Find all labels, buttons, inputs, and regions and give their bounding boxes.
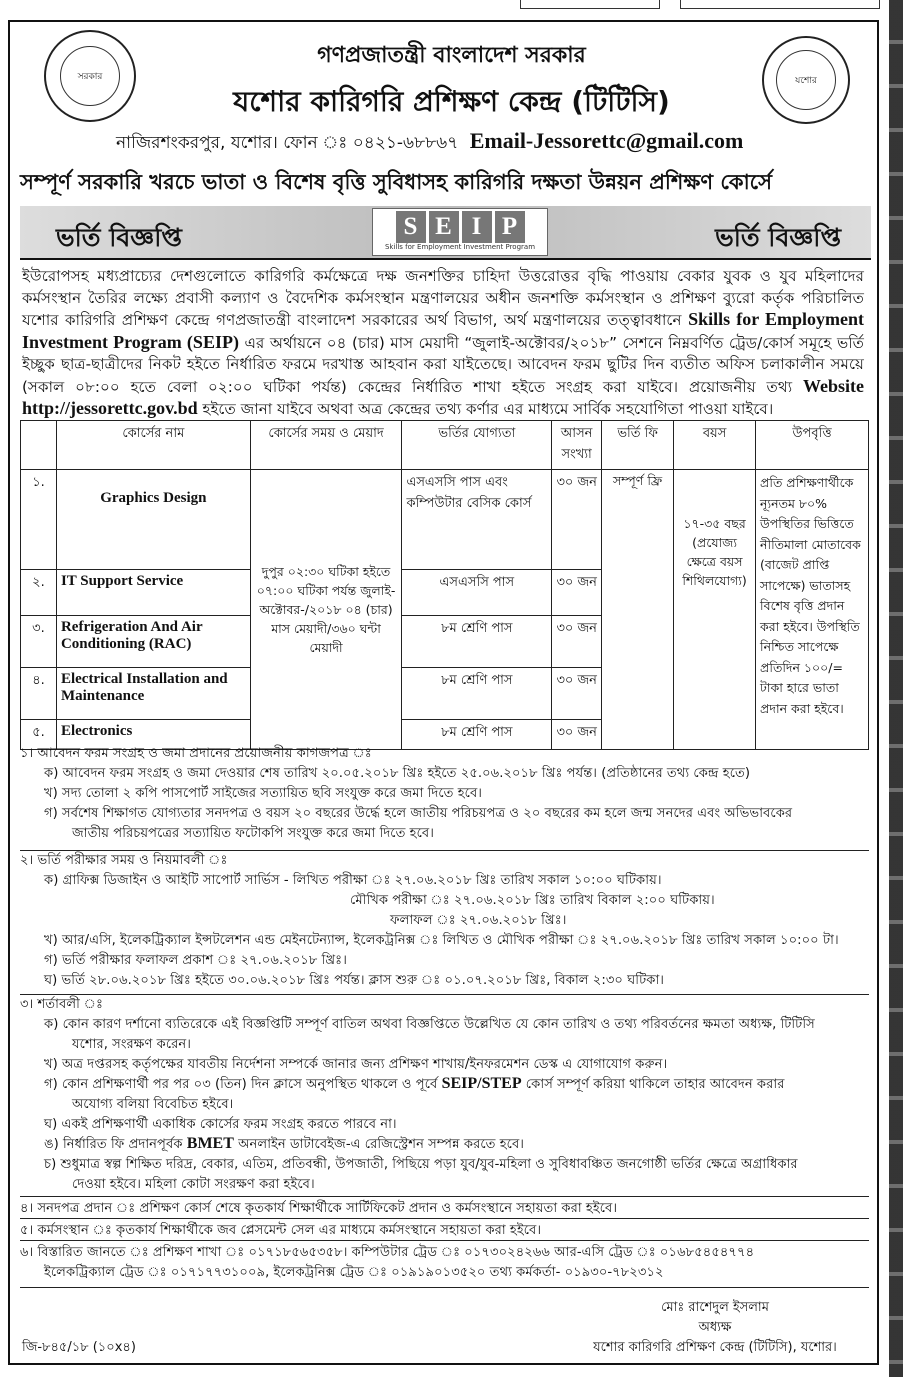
course-name-cell: Graphics Design [56,470,250,570]
age-cell: ১৭-৩৫ বছর (প্রযোজ্য ক্ষেত্রে বয়স শিথিলযোগ্য) [674,470,756,750]
section-item: ফলাফল ঃ ২৭.০৬.২০১৮ খ্রিঃ। [390,913,567,928]
section-text: কোর্স সম্পূর্ণ করিয়া থাকিলে তাহার আবেদন করার [525,1077,785,1092]
seip-letter: S [396,211,426,243]
contact-line: ইলেকট্রিক্যাল ট্রেড ঃ ০১৭১৭৭৩১০০৯, ইলেকট্রনিক্স ট্রেড ঃ ০১৯১৯০১৩৫২০ তথ্য কর্মকর্তা- ০১৯৩০-৭৮২৩১২ [44,1265,664,1280]
admission-title-left: ভর্তি বিজ্ঞপ্তি [56,223,182,252]
column-header: ভর্তি ফি [602,421,674,470]
section-item: খ) আর/এসি, ইলেকট্রিক্যাল ইন্সটলেশন এন্ড মেইনটেন্যান্স, ইলেকট্রনিক্স ঃ লিখিত ও মৌখিক পরীক্ষা ঃ ২৭.০৬.২০১৮ খ্রিঃ তারিখ সকাল ১০:০০ টা। [44,933,839,948]
section-certificate [20,1196,869,1219]
section-title: ৩। শর্তাবলী ঃ [20,997,103,1012]
qualification-cell: এসএসসি পাস এবং কম্পিউটার বেসিক কোর্স [402,470,552,570]
stipend-cell: প্রতি প্রশিক্ষণার্থীকে ন্যূনতম ৮০% উপস্থিতির ভিত্তিতে নীতিমালা মোতাবেক (বাজেট প্রাপ্তি সাপেক্ষে) ভাতাসহ বিশেষ বৃত্তি প্রদান করা হইবে। উপস্থিতি নিশ্চিত সাপেক্ষে প্রতিদিন ১০০/= টাকা হারে ভাতা প্রদান করা হইবে। [756,470,869,750]
email: Email-Jessorettc@gmail.com [469,128,744,153]
admission-band [20,206,871,260]
signer-title: অধ্যক্ষ [698,1320,732,1335]
website-link[interactable]: http://jessorettc.gov.bd [22,398,198,418]
section-title: ৪। সনদপত্র প্রদান ঃ প্রশিক্ষণ কোর্স শেষে কৃতকার্য শিক্ষার্থীকে সার্টিফিকেট প্রদান ও কর্মসংস্থানে সহায়তা করা হইবে। [20,1201,618,1216]
section-item: ক) গ্রাফিক্স ডিজাইন ও আইটি সাপোর্ট সার্ভিস - লিখিত পরীক্ষা ঃ ২৭.০৬.২০১৮ খ্রিঃ তারিখ সকাল ১০:০০ ঘটিকায়। [44,873,662,888]
column-header [21,421,57,470]
section-item: ঘ) ভর্তি ২৮.০৬.২০১৮ খ্রিঃ হইতে ৩০.০৬.২০১৮ খ্রিঃ পর্যন্ত। ক্লাস শুরু ঃ ০১.০৭.২০১৮ খ্রিঃ, বিকাল ২:৩০ ঘটিকা। [44,973,665,988]
qualification-cell: ৮ম শ্রেণি পাস [402,720,552,750]
schedule-cell: দুপুর ০২:৩০ ঘটিকা হইতে ০৭:০০ ঘটিকা পর্যন্ত জুলাই-অক্টোবর-/২০১৮ ০৪ (চার) মাস মেয়াদী/৩৬০ ঘন্টা মেয়াদী [250,470,402,750]
section-item: গ) ভর্তি পরীক্ষার ফলাফল প্রকাশ ঃ ২৭.০৬.২০১৮ খ্রিঃ। [44,953,347,968]
seats-cell: ৩০ জন [552,616,602,668]
program-name: Skills for Employment Investment Program (SEIP) [22,309,865,352]
seats-cell: ৩০ জন [552,570,602,616]
section-item: চ) শুধুমাত্র স্বল্প শিক্ষিত দরিদ্র, বেকার, এতিম, প্রতিবন্ধী, উপজাতী, পিছিয়ে পড়া যুব/যুব-মহিলা ও সুবিধাবঞ্চিত জনগোষ্ঠী ভর্তির ক্ষেত্রে অগ্রাধিকার [44,1157,798,1172]
signer-org: যশোর কারিগরি প্রশিক্ষণ কেন্দ্র (টিটিসি), যশোর। [593,1340,837,1355]
section-item: খ) অত্র দপ্তরসহ কর্তৃপক্ষের যাবতীয় নির্দেশনা সম্পর্কে জানার জন্য প্রশিক্ষণ শাখায়/ইনফরমেশন ডেস্ক এ যোগাযোগ করুন। [44,1057,668,1072]
section-documents [20,744,869,844]
section-item: দেওয়া হইবে। মহিলা কোটা সংরক্ষণ করা হইবে। [72,1177,315,1192]
course-table [20,420,869,750]
section-item [20,1135,869,1155]
intro-text: হইতে জানা যাইবে অথবা অত্র কেন্দ্রের তথ্য কর্ণার এর মাধ্যমে সার্বিক সহযোগিতা পাওয়া যাইবে। [202,400,774,418]
seip-logo [372,208,548,256]
contact-line: ৬। বিস্তারিত জানতে ঃ প্রশিক্ষণ শাখা ঃ ০১৭১৮৫৬৫৩৫৮। কম্পিউটার ট্রেড ঃ ০১৭৩০২৪২৬৬ আর-এসি ট্রেড ঃ ০১৬৮৫৪৫৪৭৭৪ [20,1245,755,1260]
reference-code: জি-৮৪৫/১৮ (১০x৪) [22,1340,136,1355]
course-name-cell: Electronics [56,720,250,750]
serial-cell: ৫. [21,720,57,750]
section-employment [20,1218,869,1241]
course-name-cell: Electrical Installation and Maintenance [56,668,250,720]
section-text: BMET [186,1135,234,1152]
section-item: গ) সর্বশেষ শিক্ষাগত যোগ্যতার সনদপত্র ও বয়স ২০ বছরের উর্দ্ধে হলে জাতীয় পরিচয়পত্র ও ২০ বছরের কম হলে জন্ম সনদের এবং অভিভাবকের [44,806,793,821]
section-item: ক) কোন কারণ দর্শানো ব্যতিরেকে এই বিজ্ঞপ্তিটি সম্পূর্ণ বাতিল অথবা বিজ্ঞপ্তিতে উল্লেখিত যে কোন তারিখ ও তথ্য পরিবর্তনের ক্ষমতা অধ্যক্ষ, টিটিসি [44,1017,815,1032]
govt-title: গণপ্রজাতন্ত্রী বাংলাদেশ সরকার [317,43,586,68]
section-text: SEIP/STEP [441,1075,522,1092]
course-name-cell: IT Support Service [56,570,250,616]
seal-text: সরকার [60,46,120,106]
seats-cell: ৩০ জন [552,470,602,570]
scan-edge [889,0,903,1377]
section-item [20,1075,869,1095]
address: নাজিরশংকরপুর, যশোর। ফোন ঃ ০৪২১-৬৮৮৬৭ [116,133,459,153]
qualification-cell: ৮ম শ্রেণি পাস [402,616,552,668]
serial-cell: ৩. [21,616,57,668]
column-header: বয়স [674,421,756,470]
signer-name: মোঃ রাশেদুল ইসলাম [661,1300,769,1315]
section-title: ১। আবেদন ফরম সংগ্রহ ও জমা প্রদানের প্রয়োজনীয় কাগজপত্র ঃ [20,746,372,761]
section-contact [20,1240,869,1288]
top-box [680,0,880,9]
qualification-cell: এসএসসি পাস [402,570,552,616]
column-header: ভর্তির যোগ্যতা [402,421,552,470]
top-box [520,0,660,9]
section-item: ক) আবেদন ফরম সংগ্রহ ও জমা দেওয়ার শেষ তারিখ ২০.০৫.২০১৮ খ্রিঃ হইতে ২৫.০৬.২০১৮ খ্রিঃ পর্যন্ত। (প্রতিষ্ঠানের তথ্য কেন্দ্র হতে) [44,766,751,781]
website-label: Website [803,375,864,396]
signature-block [560,1298,870,1358]
intro-text: এর অর্থায়নে ০৪ (চার) মাস মেয়াদী “জুলাই-অক্টোবর/২০১৮” সেশনে নিম্নবর্ণিত ট্রেড/কোর্স সমূহে ভর্তি ইচ্ছুক ছাত্র-ছাত্রীদের নিকট হইতে নির্ধারিত ফরমে দরখাস্ত আহবান করা যাইতেছে। আবেদন ফরম ছুটির দিন ব্যতীত অফিস চলাকালীন সময়ে (সকাল ০৮:০০ হতে বেলা ০২:০০ ঘটিকা পর্যন্ত) কেন্দ্রের নির্ধারিত শাখা হইতে সংগ্রহ করা যাইবে। প্রয়োজনীয় তথ্য [22,333,865,396]
intro-text: ইউরোপসহ মধ্যপ্রাচ্যের দেশগুলোতে কারিগরি কর্মক্ষেত্রে দক্ষ জনশক্তির চাহিদা উত্তরোত্তর বৃদ্ধি পাওয়ায় বেকার যুবক ও যুব মহিলাদের কর্মসংস্থান তৈরির লক্ষ্যে প্রবাসী কল্যাণ ও বৈদেশিক কর্মসংস্থান মন্ত্রণালয়ের অধীন জনশক্তি কর্মসংস্থান ও প্রশিক্ষণ ব্যুরো কর্তৃক পরিচালিত যশোর কারিগরি প্রশিক্ষণ কেন্দ্রে গণপ্রজাতন্ত্রী বাংলাদেশ সরকারের অর্থ বিভাগ, অর্থ মন্ত্রণালয়ের তত্ত্বাবধানে [22,267,864,329]
top-strip [0,0,903,14]
seats-cell: ৩০ জন [552,668,602,720]
section-title: ৫। কর্মসংস্থান ঃ কৃতকার্য শিক্ষার্থীকে জব প্লেসমেন্ট সেল এর মাধ্যমে কর্মসংস্থানে সহায়তা করা হইবে। [20,1223,542,1238]
section-text: গ) কোন প্রশিক্ষণার্থী পর পর ০৩ (তিন) দিন ক্লাসে অনুপস্থিত থাকলে ও পূর্বে [44,1077,438,1092]
seal-text: যশোর [776,50,836,110]
column-header: উপবৃত্তি [756,421,869,470]
qualification-cell: ৮ম শ্রেণি পাস [402,668,552,720]
section-conditions [20,994,869,1195]
seip-letter: I [462,211,492,243]
section-item: ঘ) একই প্রশিক্ষণার্থী একাধিক কোর্সের ফরম সংগ্রহ করতে পারবে না। [44,1117,397,1132]
tagline: সম্পূর্ণ সরকারি খরচে ভাতা ও বিশেষ বৃত্তি সুবিধাসহ কারিগরি দক্ষতা উন্নয়ন প্রশিক্ষণ কোর্সে [20,170,772,194]
section-item: খ) সদ্য তোলা ২ কপি পাসপোর্ট সাইজের সত্যায়িত ছবি সংযুক্ত করে জমা দিতে হবে। [44,786,482,801]
serial-cell: ৪. [21,668,57,720]
seats-cell: ৩০ জন [552,720,602,750]
seip-letter: P [495,211,525,243]
section-exam [20,850,869,991]
table-header-row [21,421,869,470]
intro-paragraph [22,266,864,421]
section-title: ২। ভর্তি পরীক্ষার সময় ও নিয়মাবলী ঃ [20,853,228,868]
admission-title-right: ভর্তি বিজ্ঞপ্তি [715,223,841,252]
column-header: আসন সংখ্যা [552,421,602,470]
fee-cell: সম্পূর্ণ ফ্রি [602,470,674,750]
table-row [21,470,869,570]
section-item: অযোগ্য বলিয়া বিবেচিত হইবে। [72,1097,234,1112]
section-text: অনলাইন ডাটাবেইজ-এ রেজিস্ট্রেশন সম্পন্ন করতে হবে। [238,1137,524,1152]
serial-cell: ১. [21,470,57,570]
section-text: ঙ) নির্ধারিত ফি প্রদানপূর্বক [44,1137,183,1152]
seip-letters [373,211,547,243]
serial-cell: ২. [21,570,57,616]
section-item: জাতীয় পরিচয়পত্রের সত্যায়িত ফটোকপি সংযুক্ত করে জমা দিতে হবে। [72,826,434,841]
institute-title: যশোর কারিগরি প্রশিক্ষণ কেন্দ্র (টিটিসি) [233,85,670,118]
section-item: মৌখিক পরীক্ষা ঃ ২৭.০৬.২০১৮ খ্রিঃ তারিখ বিকাল ২:০০ ঘটিকায়। [350,893,715,908]
seip-subtitle: Skills for Employment Investment Program [384,243,536,251]
column-header: কোর্সের সময় ও মেয়াদ [250,421,402,470]
course-name-cell: Refrigeration And Air Conditioning (RAC) [56,616,250,668]
address-line [116,128,743,158]
section-item: যশোর, সংরক্ষণ করেন। [72,1037,192,1052]
seip-letter: E [429,211,459,243]
column-header: কোর্সের নাম [56,421,250,470]
